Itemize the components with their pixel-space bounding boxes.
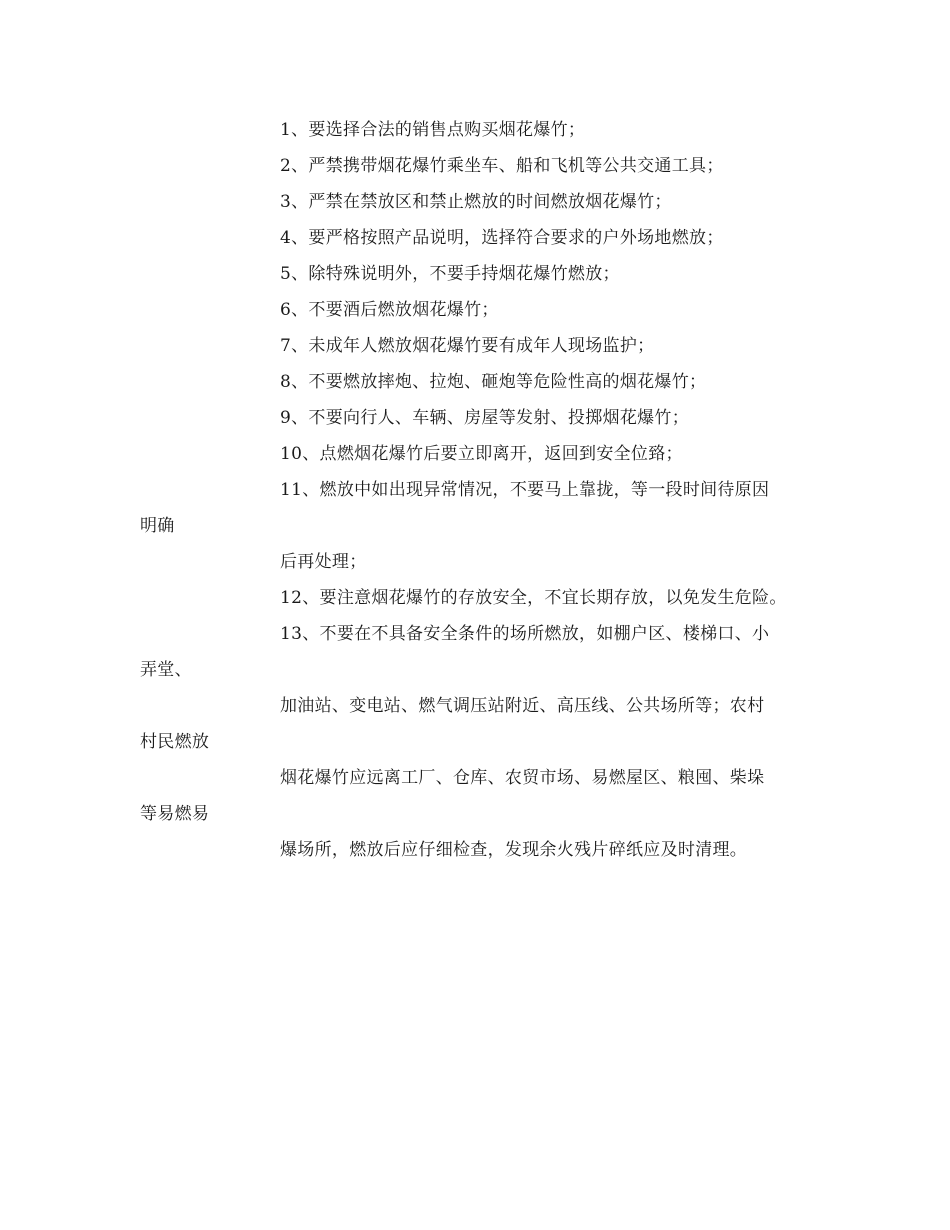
rule-item-13-continuation: 等易燃易 (140, 804, 210, 824)
rule-item-13-continuation: 加油站、变电站、燃气调压站附近、高压线、公共场所等；农村 (280, 696, 765, 716)
rule-item-5: 5、除特殊说明外，不要手持烟花爆竹燃放； (280, 264, 620, 284)
rule-item-2: 2、严禁携带烟花爆竹乘坐车、船和飞机等公共交通工具； (280, 156, 724, 176)
rule-item-13: 13、不要在不具备安全条件的场所燃放，如棚户区、楼梯口、小 (280, 624, 770, 644)
rule-item-13-continuation: 烟花爆竹应远离工厂、仓库、农贸市场、易燃屋区、粮囤、柴垛 (280, 768, 765, 788)
rule-item-13-continuation: 爆场所，燃放后应仔细检查，发现余火残片碎纸应及时清理。 (280, 840, 748, 860)
rule-item-11-continuation: 后再处理； (280, 552, 367, 572)
rule-item-11: 11、燃放中如出现异常情况，不要马上靠拢，等一段时间待原因 (280, 480, 770, 500)
rule-item-11-continuation: 明确 (140, 516, 175, 536)
rule-item-10: 10、点燃烟花爆竹后要立即离开，返回到安全位臵； (280, 444, 683, 464)
rule-item-13-continuation: 村民燃放 (140, 732, 210, 752)
rule-item-4: 4、要严格按照产品说明，选择符合要求的户外场地燃放； (280, 228, 724, 248)
rule-item-1: 1、要选择合法的销售点购买烟花爆竹； (280, 120, 586, 140)
rule-item-7: 7、未成年人燃放烟花爆竹要有成年人现场监护； (280, 336, 655, 356)
rule-item-13-continuation: 弄堂、 (140, 660, 192, 680)
rule-item-6: 6、不要酒后燃放烟花爆竹； (280, 300, 499, 320)
rule-item-9: 9、不要向行人、车辆、房屋等发射、投掷烟花爆竹； (280, 408, 690, 428)
rule-item-12: 12、要注意烟花爆竹的存放安全，不宜长期存放，以免发生危险。 (280, 588, 787, 608)
rule-item-3: 3、严禁在禁放区和禁止燃放的时间燃放烟花爆竹； (280, 192, 672, 212)
rule-item-8: 8、不要燃放摔炮、拉炮、砸炮等危险性高的烟花爆竹； (280, 372, 707, 392)
